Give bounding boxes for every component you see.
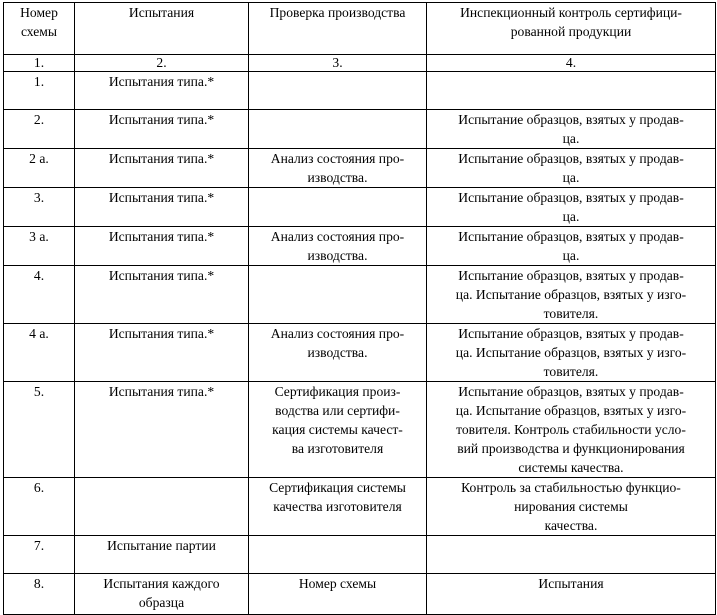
scheme-cell: 3 а. (4, 227, 75, 266)
tests-cell: Испытания типа.* (75, 382, 249, 478)
production-cell: Номер схемы (249, 574, 427, 615)
table-row (4, 266, 716, 324)
inspection-cell: Испытание образцов, взятых у продав- ца. (427, 188, 716, 227)
header-tests: Испытания (75, 3, 249, 55)
scheme-cell: 4. (4, 266, 75, 324)
column-number: 2. (75, 55, 249, 72)
table-row (4, 110, 716, 149)
production-cell: Сертификация произ- водства или сертифи- кация системы качест- ва изготовителя (249, 382, 427, 478)
production-cell (249, 110, 427, 149)
column-number-row (4, 55, 716, 72)
table-row (4, 72, 716, 110)
inspection-cell: Испытания (427, 574, 716, 615)
tests-cell: Испытание партии (75, 536, 249, 574)
inspection-cell: Испытание образцов, взятых у продав- ца. Испытание образцов, взятых у изго- товителя. (427, 266, 716, 324)
scheme-cell: 2. (4, 110, 75, 149)
table-row (4, 227, 716, 266)
table-row (4, 478, 716, 536)
inspection-cell: Контроль за стабильностью функцио- нирования системы качества. (427, 478, 716, 536)
production-cell (249, 72, 427, 110)
tests-cell (75, 478, 249, 536)
header-row (4, 3, 716, 55)
inspection-cell (427, 536, 716, 574)
production-cell (249, 188, 427, 227)
production-cell: Сертификация системы качества изготовителя (249, 478, 427, 536)
tests-cell: Испытания типа.* (75, 149, 249, 188)
inspection-cell: Испытание образцов, взятых у продав- ца. (427, 227, 716, 266)
header-scheme-number: Номер схемы (4, 3, 75, 55)
column-number: 3. (249, 55, 427, 72)
table-row (4, 536, 716, 574)
inspection-cell (427, 72, 716, 110)
scheme-cell: 8. (4, 574, 75, 615)
certification-schemes-table (3, 2, 716, 615)
scheme-cell: 6. (4, 478, 75, 536)
header-inspection-control: Инспекционный контроль сертифици- рованной продукции (427, 3, 716, 55)
scheme-cell: 7. (4, 536, 75, 574)
scheme-cell: 4 а. (4, 324, 75, 382)
tests-cell: Испытания типа.* (75, 324, 249, 382)
scheme-cell: 5. (4, 382, 75, 478)
production-cell (249, 266, 427, 324)
tests-cell: Испытания каждого образца (75, 574, 249, 615)
tests-cell: Испытания типа.* (75, 72, 249, 110)
inspection-cell: Испытание образцов, взятых у продав- ца. Испытание образцов, взятых у изго- товителя. (427, 324, 716, 382)
table-row (4, 149, 716, 188)
production-cell: Анализ состояния про- изводства. (249, 149, 427, 188)
tests-cell: Испытания типа.* (75, 227, 249, 266)
production-cell: Анализ состояния про- изводства. (249, 324, 427, 382)
inspection-cell: Испытание образцов, взятых у продав- ца. Испытание образцов, взятых у изго- товителя. Контроль стабильности усло- вий производства и функционирования системы качества. (427, 382, 716, 478)
scheme-cell: 1. (4, 72, 75, 110)
scheme-cell: 2 а. (4, 149, 75, 188)
scheme-cell: 3. (4, 188, 75, 227)
table-row (4, 188, 716, 227)
inspection-cell: Испытание образцов, взятых у продав- ца. (427, 149, 716, 188)
tests-cell: Испытания типа.* (75, 266, 249, 324)
inspection-cell: Испытание образцов, взятых у продав- ца. (427, 110, 716, 149)
tests-cell: Испытания типа.* (75, 110, 249, 149)
table-row (4, 382, 716, 478)
table-row (4, 324, 716, 382)
tests-cell: Испытания типа.* (75, 188, 249, 227)
column-number: 4. (427, 55, 716, 72)
table-row (4, 574, 716, 615)
production-cell: Анализ состояния про- изводства. (249, 227, 427, 266)
header-production-check: Проверка производства (249, 3, 427, 55)
column-number: 1. (4, 55, 75, 72)
production-cell (249, 536, 427, 574)
